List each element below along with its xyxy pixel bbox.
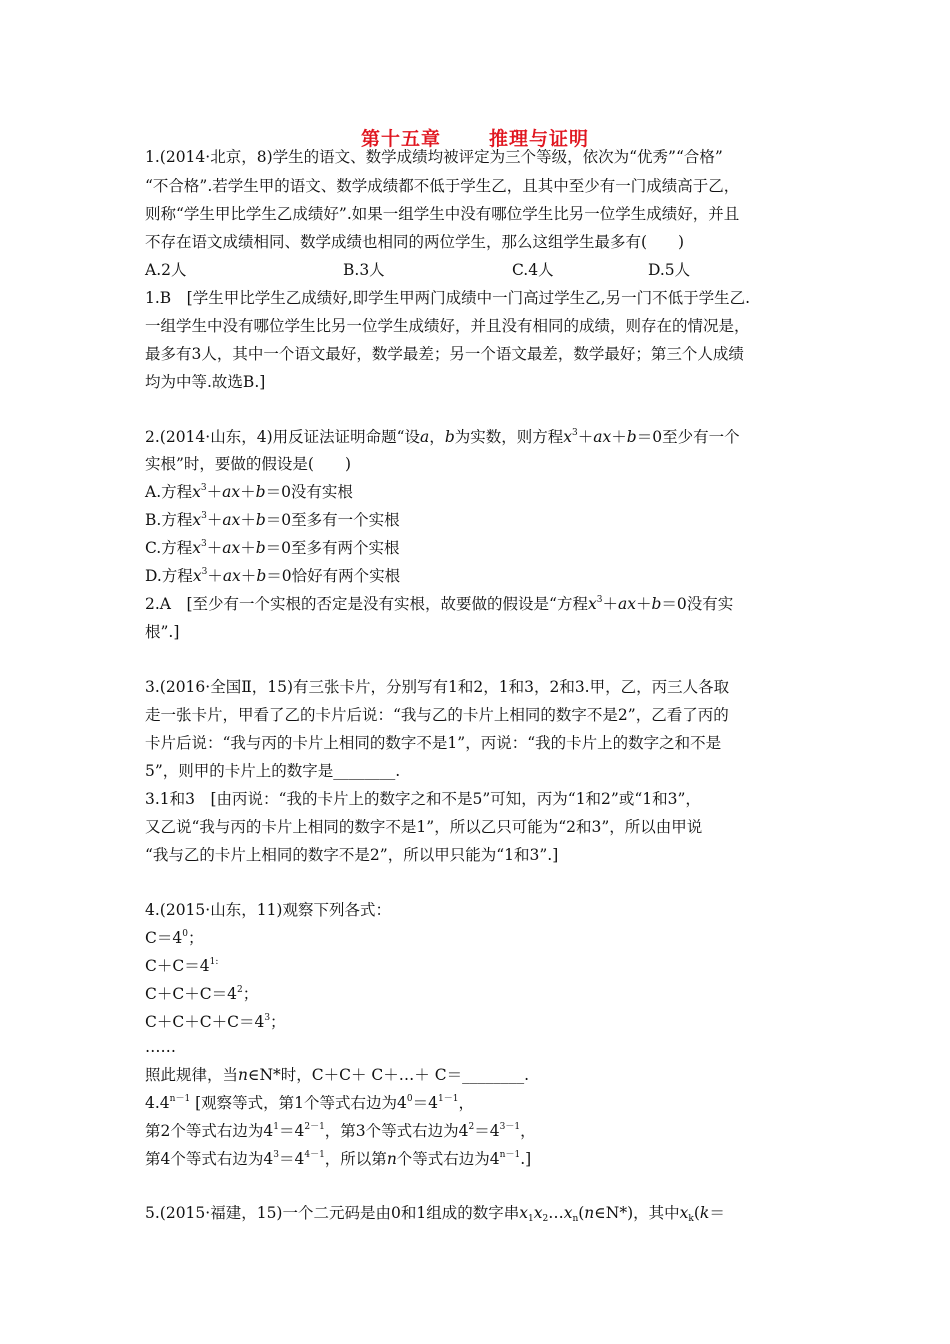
q3-line-4: 5”，则甲的卡片上的数字是________. [145,762,401,780]
q5-line-1: 5.(2015·福建，15)一个二元码是由0和1组成的数字串$x_1x_2\dots x_n(n\in N*)$，其中$x_k(k=$ [145,1204,725,1224]
chapter-number: 第十五章 [360,128,441,150]
q4-answer-line-1: $4.4^{n-1}$ [观察等式，第1个等式右边为$4^0=4^{1-1}$， [145,1094,474,1112]
q2-line-1: 2.(2014·山东，4)用反证法证明命题“设a，b为实数，则方程$x^3+ax+b=0$至少有一个 [145,428,740,446]
q3-line-1: 3.(2016·全国Ⅱ，15)有三张卡片，分别写有1和2，1和3，2和3.甲，乙，丙三人各取 [145,678,730,696]
q2-line-2: 实根”时，要做的假设是( ) [145,455,352,473]
q1-option-a: A.2人 [145,261,187,279]
q3-answer-line-1: 3.1和3 [由丙说：“我的卡片上的数字之和不是5”可知，丙为“1和2”或“1和3”， [145,790,701,808]
q2-option-d: D.方程$x^3+ax+b=0$恰好有两个实根 [145,567,401,585]
q2-option-a: A.方程$x^3+ax+b=0$没有实根 [145,483,353,501]
q4-equation-3: $C+C+C=4^2$； [145,985,259,1003]
q2-answer-line-1: 2.A [至少有一个实根的否定是没有实根，故要做的假设是“方程$x^3+ax+b=0$没有实 [145,595,734,613]
q4-equation-1: $C=4^0$； [145,929,204,947]
q1-line-3: 则称“学生甲比学生乙成绩好”.如果一组学生中没有哪位学生比另一位学生成绩好，并且 [145,205,740,223]
q4-ellipsis: …… [145,1038,176,1056]
q1-answer-line-2: 一组学生中没有哪位学生比另一位学生成绩好，并且没有相同的成绩，则存在的情况是， [145,317,750,335]
q4-rule: 照此规律，当n∈N*时，C＋C＋ C＋…＋ C＝________. [145,1066,530,1084]
q1-option-d: D.5人 [648,261,691,279]
q1-answer-line-3: 最多有3人，其中一个语文最好，数学最差；另一个语文最差，数学最好；第三个人成绩 [145,345,744,363]
q4-equation-2: $C+C=4^{1:}$ [145,957,219,975]
q3-answer-line-2: 又乙说“我与丙的卡片上相同的数字不是1”，所以乙只可能为“2和3”，所以由甲说 [145,818,703,836]
q2-answer-line-2: 根”.] [145,623,180,641]
chapter-name: 推理与证明 [489,128,590,150]
q3-line-2: 走一张卡片，甲看了乙的卡片后说：“我与乙的卡片上相同的数字不是2”，乙看了丙的 [145,706,729,724]
q4-equation-4: $C+C+C+C=4^3$； [145,1013,286,1031]
q1-answer-line-1: 1.B [学生甲比学生乙成绩好,即学生甲两门成绩中一门高过学生乙,另一门不低于学生乙. [145,289,751,307]
q1-option-b: B.3人 [343,261,385,279]
q2-option-c: C.方程$x^3+ax+b=0$至多有两个实根 [145,539,400,557]
q3-line-3: 卡片后说：“我与丙的卡片上相同的数字不是1”，丙说：“我的卡片上的数字之和不是 [145,734,722,752]
q1-line-2: “不合格”.若学生甲的语文、数学成绩都不低于学生乙，且其中至少有一门成绩高于乙， [145,177,740,195]
q1-line-4: 不存在语文成绩相同、数学成绩也相同的两位学生，那么这组学生最多有( ) [145,233,685,251]
q1-line-1: 1.(2014·北京，8)学生的语文、数学成绩均被评定为三个等级，依次为“优秀”“合格” [145,148,723,166]
q4-answer-line-2: 第2个等式右边为$4^1=4^{2-1}$，第3个等式右边为$4^2=4^{3-1}$， [145,1122,536,1140]
q1-option-c: C.4人 [512,261,554,279]
q3-answer-line-3: “我与乙的卡片上相同的数字不是2”，所以甲只能为“1和3”.] [145,846,559,864]
q4-heading: 4.(2015·山东，11)观察下列各式： [145,901,391,919]
q4-answer-line-3: 第4个等式右边为$4^3=4^{4-1}$，所以第n个等式右边为$4^{n-1}$.] [145,1150,532,1168]
q1-answer-line-4: 均为中等.故选B.] [145,373,266,391]
q2-option-b: B.方程$x^3+ax+b=0$至多有一个实根 [145,511,400,529]
